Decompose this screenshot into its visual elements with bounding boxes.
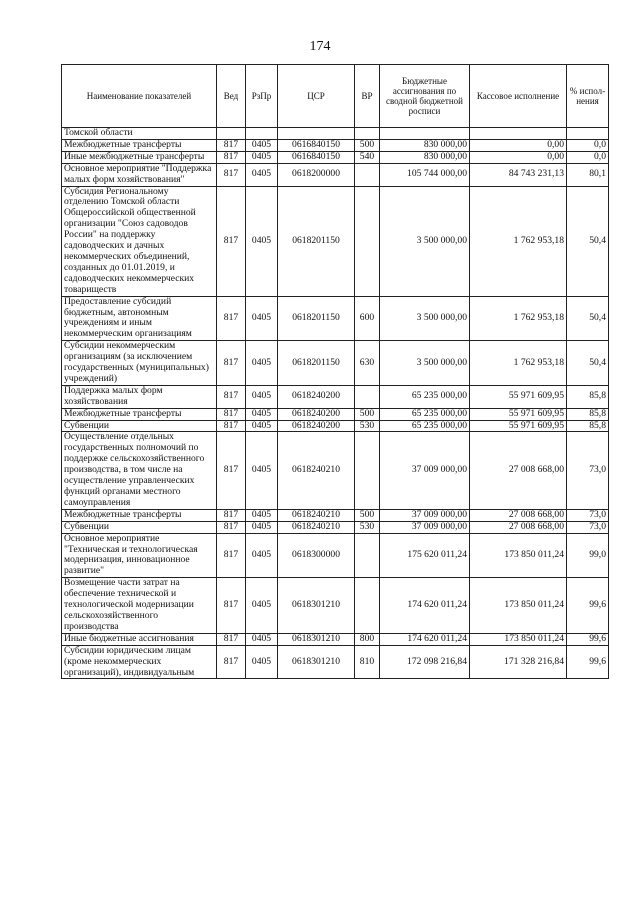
cell-ved: 817 [217,408,246,420]
cell-name: Иные бюджетные ассигнования [62,633,217,645]
cell-rzpr: 0405 [246,533,278,578]
cell-rzpr: 0405 [246,578,278,634]
cell-budget: 37 009 000,00 [380,432,470,509]
cell-budget: 3 500 000,00 [380,186,470,296]
cell-percent [567,128,609,140]
cell-cash: 55 971 609,95 [470,408,567,420]
cell-csr: 0618240210 [278,432,355,509]
cell-csr: 0618200000 [278,163,355,186]
cell-budget: 172 098 216,84 [380,645,470,679]
cell-name: Возмещение части затрат на обеспечение технической и технологической модернизации сельскохозяйственного производства [62,578,217,634]
cell-name: Иные межбюджетные трансферты [62,151,217,163]
table-row [62,533,609,578]
cell-ved: 817 [217,521,246,533]
cell-csr: 0618240200 [278,408,355,420]
header-name: Наименование показателей [62,65,217,128]
cell-name: Основное мероприятие "Техническая и технологическая модернизация, инновационное развитие" [62,533,217,578]
cell-budget: 65 235 000,00 [380,385,470,408]
cell-name: Поддержка малых форм хозяйствования [62,385,217,408]
cell-percent: 73,0 [567,432,609,509]
table-row [62,420,609,432]
table-row [62,509,609,521]
budget-execution-table [61,64,609,679]
cell-vr [355,385,380,408]
cell-ved: 817 [217,633,246,645]
cell-ved: 817 [217,509,246,521]
cell-ved: 817 [217,139,246,151]
cell-budget: 3 500 000,00 [380,296,470,341]
cell-name: Межбюджетные трансферты [62,509,217,521]
cell-ved: 817 [217,645,246,679]
cell-budget [380,128,470,140]
cell-budget: 3 500 000,00 [380,341,470,386]
cell-csr: 0618240200 [278,385,355,408]
table-row [62,151,609,163]
cell-name: Межбюджетные трансферты [62,139,217,151]
cell-ved: 817 [217,186,246,296]
table-row [62,578,609,634]
table-row [62,645,609,679]
cell-vr: 800 [355,633,380,645]
cell-ved: 817 [217,533,246,578]
cell-vr: 500 [355,509,380,521]
cell-percent: 99,0 [567,533,609,578]
cell-percent: 50,4 [567,341,609,386]
cell-vr: 810 [355,645,380,679]
cell-budget: 830 000,00 [380,151,470,163]
cell-rzpr: 0405 [246,151,278,163]
cell-csr: 0618201150 [278,186,355,296]
cell-ved: 817 [217,420,246,432]
cell-name: Субвенции [62,420,217,432]
cell-percent: 85,8 [567,420,609,432]
cell-vr: 500 [355,408,380,420]
cell-vr [355,163,380,186]
header-percent: % испол-нения [567,65,609,128]
cell-ved [217,128,246,140]
table-row [62,163,609,186]
cell-budget: 174 620 011,24 [380,578,470,634]
cell-vr [355,432,380,509]
page-number: 174 [309,39,331,54]
cell-csr [278,128,355,140]
cell-cash: 0,00 [470,151,567,163]
cell-cash: 0,00 [470,139,567,151]
cell-csr: 0618300000 [278,533,355,578]
cell-rzpr: 0405 [246,521,278,533]
cell-name: Субсидия Региональному отделению Томской области Общероссийской общественной организации "Союз садоводов России" на поддержку садоводческих и дачных некоммерческих объединений, созданных до 01.01.2019, и садоводческих некоммерческих товариществ [62,186,217,296]
cell-rzpr: 0405 [246,163,278,186]
cell-csr: 0618240210 [278,521,355,533]
cell-rzpr: 0405 [246,633,278,645]
cell-rzpr: 0405 [246,186,278,296]
cell-cash: 27 008 668,00 [470,509,567,521]
cell-rzpr: 0405 [246,385,278,408]
table-row [62,139,609,151]
cell-cash: 55 971 609,95 [470,385,567,408]
cell-vr: 630 [355,341,380,386]
cell-vr: 530 [355,521,380,533]
header-vr: ВР [355,65,380,128]
header-csr: ЦСР [278,65,355,128]
cell-cash: 1 762 953,18 [470,186,567,296]
cell-cash: 84 743 231,13 [470,163,567,186]
cell-budget: 37 009 000,00 [380,509,470,521]
cell-percent: 73,0 [567,509,609,521]
cell-percent: 73,0 [567,521,609,533]
cell-ved: 817 [217,151,246,163]
cell-rzpr: 0405 [246,139,278,151]
cell-vr: 500 [355,139,380,151]
cell-ved: 817 [217,385,246,408]
table-row [62,128,609,140]
cell-percent: 99,6 [567,578,609,634]
cell-vr: 530 [355,420,380,432]
cell-percent: 50,4 [567,186,609,296]
cell-ved: 817 [217,432,246,509]
cell-csr: 0618301210 [278,645,355,679]
table-row [62,341,609,386]
cell-cash: 173 850 011,24 [470,633,567,645]
cell-budget: 65 235 000,00 [380,420,470,432]
cell-cash: 173 850 011,24 [470,578,567,634]
cell-cash [470,128,567,140]
cell-ved: 817 [217,341,246,386]
cell-name: Осуществление отдельных государственных полномочий по поддержке сельскохозяйственного производства, в том числе на осуществление управленческих функций органами местного самоуправления [62,432,217,509]
cell-vr [355,578,380,634]
cell-ved: 817 [217,296,246,341]
cell-csr: 0618301210 [278,578,355,634]
cell-budget: 105 744 000,00 [380,163,470,186]
cell-rzpr: 0405 [246,296,278,341]
cell-rzpr: 0405 [246,509,278,521]
cell-name: Субвенции [62,521,217,533]
cell-csr: 0618240200 [278,420,355,432]
cell-percent: 80,1 [567,163,609,186]
cell-cash: 55 971 609,95 [470,420,567,432]
cell-budget: 830 000,00 [380,139,470,151]
table-row [62,633,609,645]
cell-rzpr: 0405 [246,420,278,432]
cell-cash: 27 008 668,00 [470,432,567,509]
table-row [62,296,609,341]
cell-csr: 0618201150 [278,296,355,341]
cell-ved: 817 [217,578,246,634]
table-body [62,128,609,679]
header-budget: Бюджетные ассигнования по сводной бюджетной росписи [380,65,470,128]
cell-name: Субсидии юридическим лицам (кроме некоммерческих организаций), индивидуальным [62,645,217,679]
cell-cash: 27 008 668,00 [470,521,567,533]
table-row [62,408,609,420]
cell-percent: 99,6 [567,633,609,645]
cell-name: Основное мероприятие "Поддержка малых форм хозяйствования" [62,163,217,186]
cell-percent: 50,4 [567,296,609,341]
table-row [62,385,609,408]
table-header-row [62,65,609,128]
table-row [62,186,609,296]
cell-percent: 99,6 [567,645,609,679]
cell-csr: 0618301210 [278,633,355,645]
cell-csr: 0618240210 [278,509,355,521]
cell-rzpr: 0405 [246,341,278,386]
cell-csr: 0616840150 [278,151,355,163]
cell-vr [355,128,380,140]
cell-rzpr: 0405 [246,408,278,420]
cell-percent: 0,0 [567,151,609,163]
cell-cash: 171 328 216,84 [470,645,567,679]
cell-budget: 175 620 011,24 [380,533,470,578]
cell-percent: 85,8 [567,408,609,420]
cell-cash: 173 850 011,24 [470,533,567,578]
cell-vr [355,186,380,296]
cell-percent: 85,8 [567,385,609,408]
cell-vr: 540 [355,151,380,163]
cell-rzpr: 0405 [246,432,278,509]
table-row [62,521,609,533]
cell-vr [355,533,380,578]
cell-ved: 817 [217,163,246,186]
cell-cash: 1 762 953,18 [470,296,567,341]
cell-percent: 0,0 [567,139,609,151]
table-row [62,432,609,509]
cell-rzpr [246,128,278,140]
cell-csr: 0616840150 [278,139,355,151]
cell-budget: 174 620 011,24 [380,633,470,645]
header-cash: Кассовое исполнение [470,65,567,128]
cell-name: Субсидии некоммерческим организациям (за исключением государственных (муниципальных) учреждений) [62,341,217,386]
cell-budget: 65 235 000,00 [380,408,470,420]
cell-name: Томской области [62,128,217,140]
header-rzpr: РзПр [246,65,278,128]
cell-csr: 0618201150 [278,341,355,386]
cell-budget: 37 009 000,00 [380,521,470,533]
cell-vr: 600 [355,296,380,341]
cell-name: Межбюджетные трансферты [62,408,217,420]
cell-rzpr: 0405 [246,645,278,679]
cell-cash: 1 762 953,18 [470,341,567,386]
header-ved: Вед [217,65,246,128]
cell-name: Предоставление субсидий бюджетным, автономным учреждениям и иным некоммерческим организациям [62,296,217,341]
